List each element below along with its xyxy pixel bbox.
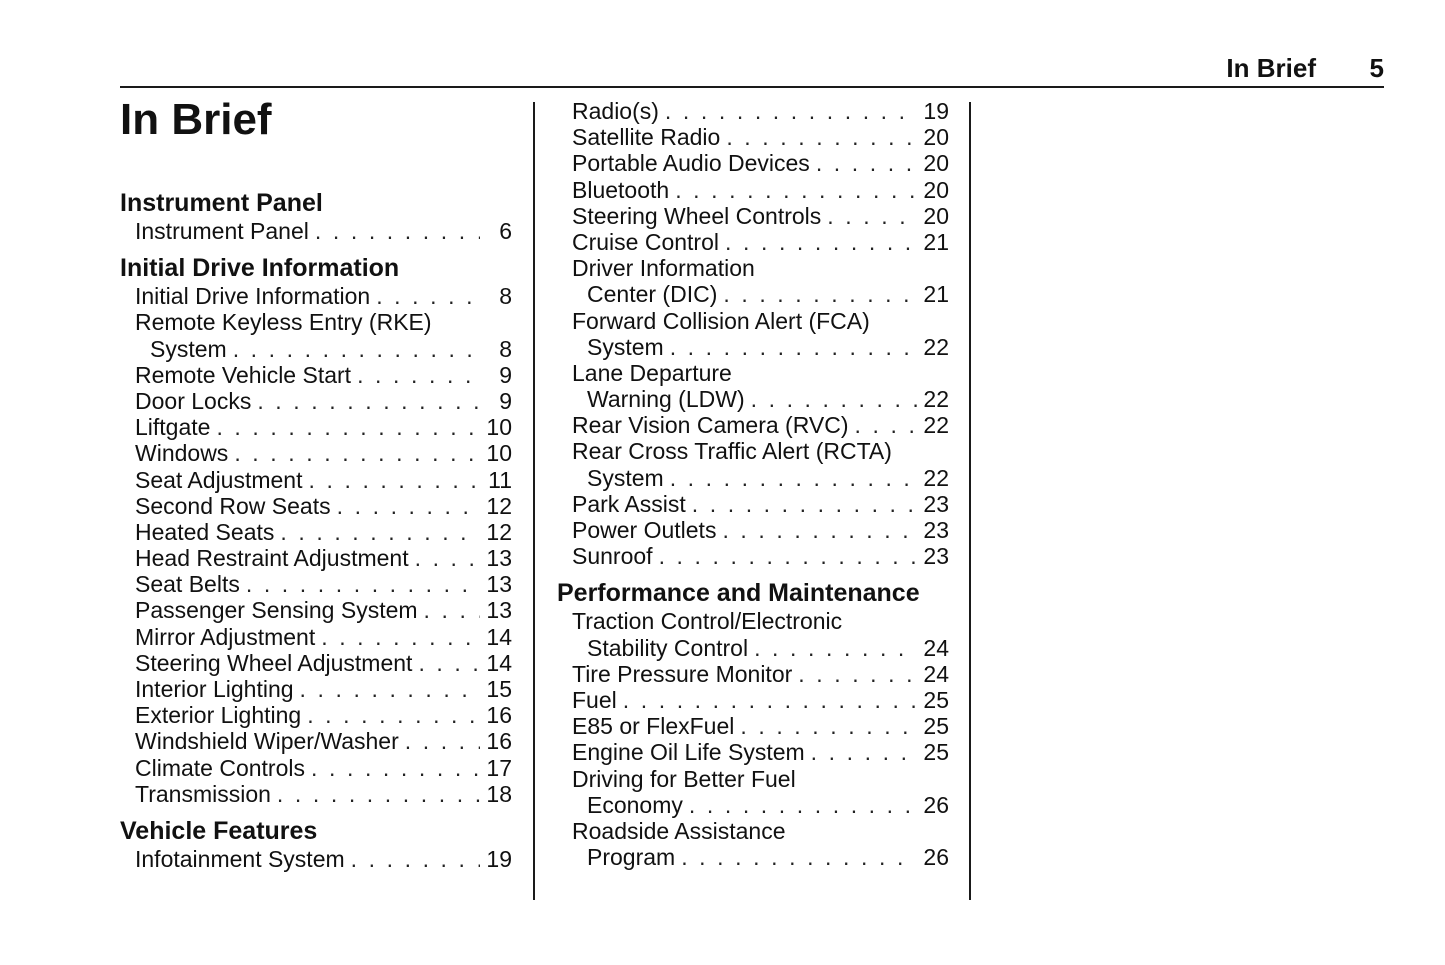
toc-entry-label: Instrument Panel [135,218,309,244]
toc-entry[interactable] [135,728,512,754]
toc-entry[interactable] [572,687,949,713]
toc-entry[interactable] [135,597,512,623]
dot-leader [309,467,481,493]
dot-leader [415,545,480,571]
toc-entry[interactable] [572,608,949,660]
toc-entry-label: Bluetooth [572,176,670,203]
dot-leader [357,362,480,388]
toc-entry-label: Power Outlets [572,517,717,543]
dot-leader [670,465,917,491]
toc-entry-label: Forward Collision Alert (FCA) [572,307,870,334]
toc-page-number: 20 [923,124,949,151]
toc-page-number: 9 [499,387,512,414]
dot-leader [277,781,480,807]
page-number: 5 [1369,53,1384,83]
toc-entry[interactable] [572,177,949,203]
dot-leader [725,229,917,255]
toc-entry-label: Warning (LDW) [587,386,745,413]
toc-entry-label: Rear Vision Camera (RVC) [572,412,849,439]
toc-section [120,188,512,244]
toc-entry[interactable] [135,624,512,650]
toc-page-number: 12 [486,492,512,519]
toc-page-number: 8 [499,335,512,362]
toc-entry[interactable] [572,98,949,124]
toc-entry-label: Second Row Seats [135,492,331,519]
dot-leader [798,661,917,687]
toc-page-number: 22 [923,333,949,360]
toc-entry[interactable] [572,818,949,870]
toc-entry-label: Seat Adjustment [135,466,303,493]
dot-leader [675,177,917,203]
toc-entry[interactable] [135,676,512,702]
toc-entry-label: Radio(s) [572,98,659,124]
toc-page-number: 15 [486,676,512,702]
dot-leader [670,334,917,360]
toc-entry-label: Mirror Adjustment [135,623,316,650]
toc-entry-label: Program [587,844,676,871]
toc-page-number: 20 [923,176,949,203]
dot-leader [811,739,917,765]
toc-page-number: 24 [923,660,949,687]
toc-entry-label: Driving for Better Fuel [572,765,796,792]
toc-entry-label: System [587,464,664,491]
toc-entry-label: Economy [587,791,683,818]
toc-page-number: 10 [486,414,512,441]
toc-entry-label: Remote Keyless Entry (RKE) [135,309,432,336]
toc-entry-label: Satellite Radio [572,124,721,151]
dot-leader [689,792,917,818]
toc-entry-label: Tire Pressure Monitor [572,660,793,687]
dot-leader [315,218,480,244]
toc-page-number: 13 [486,571,512,598]
toc-page-number: 11 [488,466,512,493]
toc-entry-label: Park Assist [572,490,686,517]
toc-entry[interactable] [572,229,949,255]
dot-leader [376,283,480,309]
toc-entry[interactable] [135,702,512,728]
toc-entry[interactable] [572,124,949,150]
section-title: Instrument Panel [120,189,323,217]
toc-entry-label: Steering Wheel Adjustment [135,649,413,676]
toc-entry[interactable] [572,412,949,438]
toc-page-number: 12 [486,518,512,545]
toc-entry-label: Door Locks [135,387,252,414]
running-header [120,50,1384,90]
dot-leader [827,203,917,229]
toc-entries [557,98,949,569]
toc-entry[interactable] [135,467,512,493]
toc-section [120,253,512,807]
toc-entry[interactable] [135,218,512,244]
toc-entry[interactable] [135,846,512,872]
toc-page-number: 23 [923,490,949,517]
toc-entry-label: Liftgate [135,414,211,441]
toc-page-number: 13 [486,545,512,572]
toc-entry-label: Cruise Control [572,228,719,255]
toc-entry-label: System [587,333,664,360]
toc-entry-label: Heated Seats [135,518,275,545]
toc-column-1 [120,96,512,881]
toc-page-number: 26 [923,844,949,871]
toc-page-number: 26 [923,791,949,818]
toc-entry-label: Steering Wheel Controls [572,202,822,229]
toc-entry[interactable] [572,438,949,490]
dot-leader [234,440,480,466]
dot-leader [723,281,917,307]
dot-leader [692,491,917,517]
toc-page-number: 13 [486,597,512,624]
toc-entry[interactable] [135,283,512,309]
dot-leader [424,597,480,623]
toc-entry-label: Traction Control/Electronic [572,608,843,635]
dot-leader [418,650,480,676]
toc-entry-label: Interior Lighting [135,676,294,702]
section-title: Initial Drive Information [120,254,400,283]
dot-leader [405,728,480,754]
toc-page-number: 22 [923,412,949,439]
toc-entry[interactable] [135,781,512,807]
toc-page-number: 14 [486,623,512,650]
dot-leader [816,150,917,176]
toc-entry[interactable] [572,308,949,360]
toc-page-number: 20 [923,150,949,177]
dot-leader [337,493,480,519]
dot-leader [321,624,480,650]
toc-entry-label: Transmission [135,780,271,807]
toc-entry-label: Remote Vehicle Start [135,361,352,388]
toc-entry-label: Driver Information [572,255,755,282]
toc-page-number: 21 [923,281,949,308]
toc-section [557,98,949,569]
toc-entry[interactable] [135,755,512,781]
toc-page-number: 9 [499,361,512,388]
toc-entry[interactable] [572,766,949,818]
toc-column-2 [557,98,949,879]
col1-sections [120,188,512,872]
header-rule [120,86,1384,88]
toc-entry-label: Windshield Wiper/Washer [135,728,399,755]
dot-leader [726,124,917,150]
toc-page-number: 16 [486,702,512,729]
section-title: Vehicle Features [120,816,318,845]
dot-leader [280,519,480,545]
toc-entry[interactable] [572,360,949,412]
toc-entry[interactable] [572,255,949,307]
toc-page-number: 18 [486,780,512,807]
toc-page-number: 25 [923,686,949,713]
toc-entry-label: Rear Cross Traffic Alert (RCTA) [572,438,892,465]
toc-entry[interactable] [572,491,949,517]
dot-leader [740,713,917,739]
toc-entry[interactable] [135,440,512,466]
dot-leader [351,846,480,872]
toc-section [120,816,512,872]
toc-entry[interactable] [135,519,512,545]
toc-page-number: 23 [923,543,949,570]
dot-leader [754,635,917,661]
toc-page-number: 6 [499,218,512,244]
dot-leader [665,98,917,124]
chapter-title: In Brief [120,95,272,144]
toc-entry-label: Climate Controls [135,754,305,781]
dot-leader [751,386,917,412]
dot-leader [855,412,917,438]
toc-entry-label: Initial Drive Information [135,283,371,310]
dot-leader [623,687,917,713]
dot-leader [216,414,480,440]
toc-entry-label: Windows [135,440,229,467]
dot-leader [246,571,480,597]
toc-entry[interactable] [572,203,949,229]
toc-entry[interactable] [572,150,949,176]
dot-leader [681,844,917,870]
toc-entry-label: Infotainment System [135,845,345,872]
column-divider [969,102,971,900]
toc-entry-label: Engine Oil Life System [572,739,805,766]
toc-entry[interactable] [135,650,512,676]
dot-leader [659,543,917,569]
toc-entry-label: Head Restraint Adjustment [135,545,409,572]
toc-page-number: 17 [486,754,512,781]
toc-entries [557,608,949,870]
column-divider [533,102,535,900]
toc-entry[interactable] [135,414,512,440]
toc-page-number: 25 [923,739,949,766]
toc-entry[interactable] [135,388,512,414]
dot-leader [311,755,480,781]
toc-entry[interactable] [572,543,949,569]
toc-page-number: 22 [923,464,949,491]
toc-entry[interactable] [135,493,512,519]
toc-page-number: 20 [923,202,949,229]
toc-entry[interactable] [572,739,949,765]
toc-entry-label: Lane Departure [572,359,732,386]
toc-section [557,578,949,870]
dot-leader [233,336,480,362]
toc-entry[interactable] [572,517,949,543]
running-title: In Brief [1226,53,1316,83]
toc-entry-label: Fuel [572,686,617,713]
toc-page-number: 25 [923,713,949,740]
toc-entries [120,218,512,244]
toc-entry-label: Seat Belts [135,571,240,598]
dot-leader [307,702,480,728]
toc-entry-label: Stability Control [587,634,749,661]
toc-page-number: 10 [486,440,512,467]
dot-leader [257,388,480,414]
toc-entry-label: Center (DIC) [587,281,718,308]
toc-page-number: 16 [486,728,512,755]
toc-entries [120,283,512,807]
toc-page-number: 22 [923,386,949,413]
toc-entries [120,846,512,872]
toc-entry[interactable] [135,571,512,597]
toc-entry-label: Sunroof [572,543,653,570]
toc-entry[interactable] [135,362,512,388]
dot-leader [722,517,917,543]
toc-page-number: 19 [923,98,949,124]
toc-entry-label: E85 or FlexFuel [572,713,735,740]
col2-sections [557,98,949,870]
toc-entry-label: System [150,335,227,362]
toc-entry-label: Portable Audio Devices [572,150,810,177]
toc-entry[interactable] [135,545,512,571]
toc-entry[interactable] [572,661,949,687]
toc-page-number: 23 [923,517,949,543]
toc-page-number: 19 [486,845,512,872]
dot-leader [300,676,480,702]
toc-entry-label: Passenger Sensing System [135,597,418,624]
toc-page-number: 24 [923,634,949,661]
toc-page-number: 14 [486,649,512,676]
toc-entry[interactable] [135,309,512,361]
toc-page-number: 8 [499,283,512,310]
toc-entry[interactable] [572,713,949,739]
toc-entry-label: Roadside Assistance [572,817,786,844]
toc-entry-label: Exterior Lighting [135,702,302,729]
toc-page-number: 21 [923,228,949,255]
section-title: Performance and Maintenance [557,579,920,608]
